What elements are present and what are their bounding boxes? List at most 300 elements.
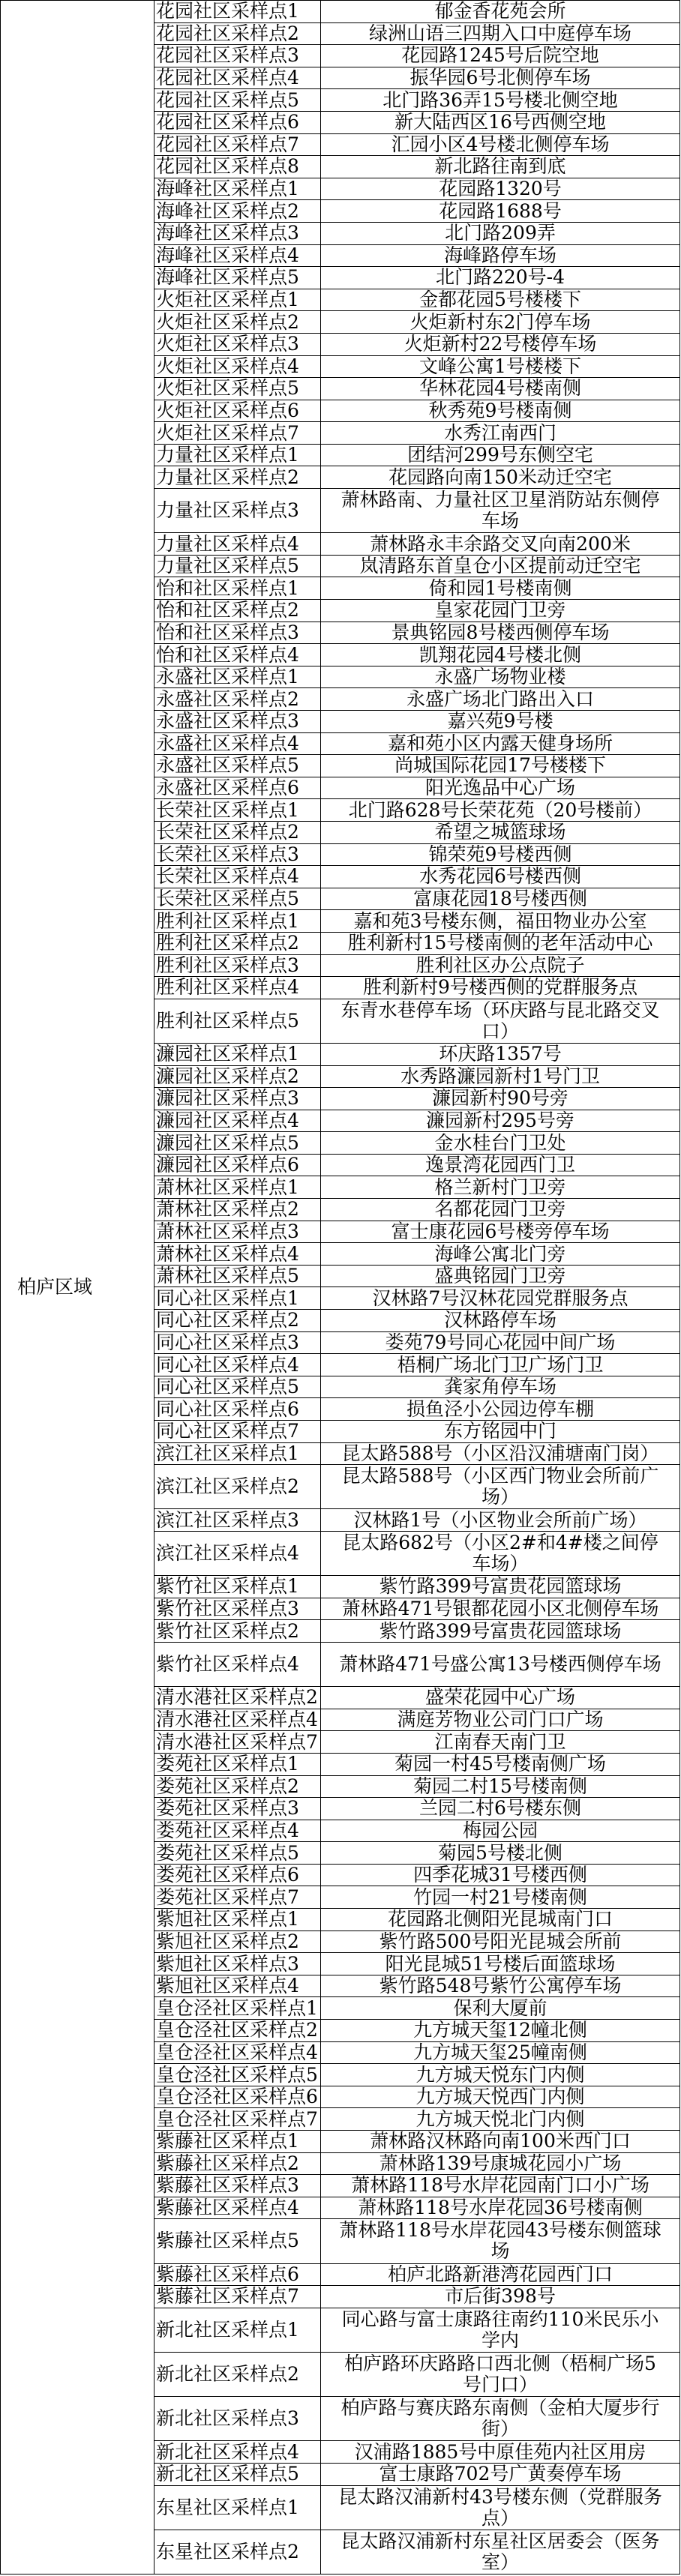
sampling-point-address: 紫竹路399号富贵花园篮球场 bbox=[321, 1620, 680, 1642]
table-row bbox=[154, 1576, 680, 1598]
table-row bbox=[154, 1176, 680, 1199]
table-row bbox=[154, 2308, 680, 2353]
sampling-point-address: 汉林路1号（小区物业会所前广场） bbox=[321, 1509, 680, 1531]
table-row bbox=[154, 1287, 680, 1310]
sampling-point-name: 紫旭社区采样点4 bbox=[154, 1975, 321, 1997]
table-row bbox=[154, 1842, 680, 1865]
sampling-point-address: 北门路209弄 bbox=[321, 223, 680, 244]
sampling-point-name: 胜利社区采样点2 bbox=[154, 933, 321, 954]
sampling-point-name: 花园社区采样点5 bbox=[154, 89, 321, 111]
table-row bbox=[154, 844, 680, 867]
table-row bbox=[154, 2197, 680, 2220]
sampling-point-address: 金水桂台门卫处 bbox=[321, 1132, 680, 1154]
sampling-point-name: 同心社区采样点3 bbox=[154, 1332, 321, 1354]
sampling-point-address: 萧林路471号盛公寓13号楼西侧停车场 bbox=[321, 1643, 680, 1686]
sampling-point-address: 花园路向南150米动迁空宅 bbox=[321, 466, 680, 488]
sampling-point-address: 萧林路118号水岸花园43号楼东侧篮球场 bbox=[321, 2219, 680, 2263]
sampling-point-address: 郁金香花苑会所 bbox=[321, 1, 680, 22]
sampling-point-name: 萧林社区采样点3 bbox=[154, 1221, 321, 1243]
sampling-point-address: 格兰新村门卫旁 bbox=[321, 1176, 680, 1198]
sampling-point-name: 新北社区采样点1 bbox=[154, 2308, 321, 2352]
sampling-point-name: 东星社区采样点2 bbox=[154, 2530, 321, 2574]
sampling-point-name: 紫竹社区采样点4 bbox=[154, 1643, 321, 1686]
sampling-point-name: 火炬社区采样点6 bbox=[154, 400, 321, 422]
sampling-point-name: 永盛社区采样点4 bbox=[154, 733, 321, 755]
sampling-point-address: 富康花园18号楼西侧 bbox=[321, 888, 680, 910]
table-row bbox=[154, 1266, 680, 1288]
table-row bbox=[154, 178, 680, 201]
table-row bbox=[154, 2131, 680, 2153]
table-row bbox=[154, 2353, 680, 2397]
table-row bbox=[154, 2264, 680, 2287]
sampling-point-address: 胜利社区办公点院子 bbox=[321, 955, 680, 977]
sampling-point-name: 皇仓泾社区采样点6 bbox=[154, 2086, 321, 2108]
table-row bbox=[154, 2086, 680, 2109]
sampling-point-address: 兰园二村6号楼东侧 bbox=[321, 1798, 680, 1820]
sampling-point-name: 紫旭社区采样点3 bbox=[154, 1953, 321, 1975]
sampling-point-name: 紫藤社区采样点5 bbox=[154, 2219, 321, 2263]
table-row bbox=[154, 955, 680, 978]
table-row bbox=[154, 910, 680, 933]
table-row bbox=[154, 1953, 680, 1975]
table-row bbox=[154, 245, 680, 268]
sampling-point-name: 胜利社区采样点5 bbox=[154, 999, 321, 1043]
sampling-point-address: 富士康路702号广黄奏停车场 bbox=[321, 2464, 680, 2485]
sampling-point-name: 海峰社区采样点2 bbox=[154, 200, 321, 222]
sampling-point-name: 萧林社区采样点1 bbox=[154, 1176, 321, 1198]
sampling-point-name: 紫竹社区采样点1 bbox=[154, 1576, 321, 1598]
sampling-point-name: 力量社区采样点2 bbox=[154, 466, 321, 488]
table-row bbox=[154, 2441, 680, 2464]
sampling-point-address: 振华园6号北侧停车场 bbox=[321, 67, 680, 89]
sampling-point-name: 怡和社区采样点3 bbox=[154, 622, 321, 644]
sampling-point-address: 菊园5号楼北侧 bbox=[321, 1842, 680, 1864]
table-row bbox=[154, 644, 680, 666]
table-row bbox=[154, 489, 680, 533]
table-row bbox=[154, 156, 680, 178]
sampling-point-address: 菊园一村45号楼南侧广场 bbox=[321, 1754, 680, 1775]
sampling-point-address: 紫竹路548号紫竹公寓停车场 bbox=[321, 1975, 680, 1997]
sampling-point-address: 萧林路汉林路向南100米西门口 bbox=[321, 2131, 680, 2152]
sampling-point-address: 秋秀苑9号楼南侧 bbox=[321, 400, 680, 422]
sampling-point-address: 柏庐北路新港湾花园西门口 bbox=[321, 2264, 680, 2286]
sampling-point-address: 濂园新村295号旁 bbox=[321, 1110, 680, 1132]
sampling-point-name: 滨江社区采样点2 bbox=[154, 1465, 321, 1508]
sampling-point-address: 华林花园4号楼南侧 bbox=[321, 378, 680, 400]
sampling-point-address: 汇园小区4号楼北侧停车场 bbox=[321, 134, 680, 156]
sampling-point-address: 花园路1688号 bbox=[321, 200, 680, 222]
table-row bbox=[154, 622, 680, 645]
sampling-point-name: 皇仓泾社区采样点4 bbox=[154, 2042, 321, 2064]
sampling-point-address: 昆太路588号（小区西门物业会所前广场） bbox=[321, 1465, 680, 1508]
sampling-point-address: 逸景湾花园西门卫 bbox=[321, 1155, 680, 1176]
sampling-point-name: 花园社区采样点3 bbox=[154, 45, 321, 67]
table-row bbox=[154, 888, 680, 911]
sampling-point-address: 北门路220号-4 bbox=[321, 267, 680, 289]
table-row bbox=[154, 1731, 680, 1754]
sampling-point-address: 梧桐广场北门卫广场门卫 bbox=[321, 1354, 680, 1376]
sampling-point-name: 火炬社区采样点4 bbox=[154, 356, 321, 378]
sampling-point-address: 萧林路南、力量社区卫星消防站东侧停车场 bbox=[321, 489, 680, 532]
sampling-point-name: 紫竹社区采样点2 bbox=[154, 1620, 321, 1642]
table-row bbox=[154, 1066, 680, 1089]
sampling-point-name: 濂园社区采样点6 bbox=[154, 1155, 321, 1176]
table-row bbox=[154, 445, 680, 467]
sampling-point-name: 永盛社区采样点6 bbox=[154, 777, 321, 799]
sampling-point-address: 北门路628号长荣花苑（20号楼前） bbox=[321, 799, 680, 821]
sampling-point-address: 竹园一村21号楼南侧 bbox=[321, 1886, 680, 1908]
sampling-point-address: 盛荣花园中心广场 bbox=[321, 1687, 680, 1709]
sampling-point-address: 文峰公寓1号楼楼下 bbox=[321, 356, 680, 378]
table-row bbox=[154, 2219, 680, 2263]
sampling-point-name: 花园社区采样点7 bbox=[154, 134, 321, 156]
sampling-point-name: 胜利社区采样点4 bbox=[154, 977, 321, 999]
sampling-point-name: 紫旭社区采样点2 bbox=[154, 1931, 321, 1953]
sampling-point-address: 萧林路139号康城花园小广场 bbox=[321, 2153, 680, 2175]
table-row bbox=[154, 1598, 680, 1621]
sampling-point-name: 力量社区采样点3 bbox=[154, 489, 321, 532]
sampling-point-address: 金都花园5号楼楼下 bbox=[321, 289, 680, 311]
sampling-point-name: 火炬社区采样点5 bbox=[154, 378, 321, 400]
sampling-point-address: 菊园二村15号楼南侧 bbox=[321, 1776, 680, 1798]
table-row bbox=[154, 89, 680, 112]
sampling-point-name: 紫藤社区采样点6 bbox=[154, 2264, 321, 2286]
sampling-point-address: 娄苑79号同心花园中间广场 bbox=[321, 1332, 680, 1354]
table-row bbox=[154, 711, 680, 733]
sampling-point-name: 娄苑社区采样点2 bbox=[154, 1776, 321, 1798]
sampling-point-name: 花园社区采样点8 bbox=[154, 156, 321, 178]
sampling-point-address: 损鱼泾小公园边停车棚 bbox=[321, 1398, 680, 1420]
sampling-point-address: 汉林路7号汉林花园党群服务点 bbox=[321, 1287, 680, 1309]
sampling-point-address: 新大陆西区16号西侧空地 bbox=[321, 112, 680, 133]
sampling-point-name: 怡和社区采样点4 bbox=[154, 644, 321, 666]
sampling-point-address: 花园路北侧阳光昆城南门口 bbox=[321, 1909, 680, 1931]
table-row bbox=[154, 1509, 680, 1532]
sampling-point-name: 火炬社区采样点1 bbox=[154, 289, 321, 311]
sampling-point-address: 萧林路118号水岸花园36号楼南侧 bbox=[321, 2197, 680, 2219]
sampling-point-name: 濂园社区采样点1 bbox=[154, 1044, 321, 1065]
table-row bbox=[154, 1620, 680, 1643]
sampling-point-address: 倚和园1号楼南侧 bbox=[321, 577, 680, 599]
table-row bbox=[154, 2108, 680, 2131]
sampling-point-name: 萧林社区采样点4 bbox=[154, 1243, 321, 1265]
sampling-point-address: 满庭芳物业公司门口广场 bbox=[321, 1709, 680, 1731]
sampling-point-name: 新北社区采样点2 bbox=[154, 2353, 321, 2396]
sampling-point-name: 娄苑社区采样点4 bbox=[154, 1820, 321, 1842]
table-row bbox=[154, 23, 680, 46]
table-row bbox=[154, 2064, 680, 2086]
sampling-point-address: 盛典铭园门卫旁 bbox=[321, 1266, 680, 1287]
sampling-point-address: 九方城天悦东门内侧 bbox=[321, 2064, 680, 2086]
sampling-point-address: 北门路36弄15号楼北侧空地 bbox=[321, 89, 680, 111]
sampling-point-name: 同心社区采样点1 bbox=[154, 1287, 321, 1309]
table-row bbox=[154, 1754, 680, 1776]
sampling-point-address: 萧林路永丰余路交叉向南200米 bbox=[321, 533, 680, 555]
sampling-point-address: 柏庐路与赛庆路东南侧（金柏大厦步行街） bbox=[321, 2397, 680, 2440]
sampling-point-name: 娄苑社区采样点3 bbox=[154, 1798, 321, 1820]
sampling-point-name: 长荣社区采样点2 bbox=[154, 822, 321, 843]
table-row bbox=[154, 1997, 680, 2020]
sampling-point-name: 永盛社区采样点3 bbox=[154, 711, 321, 732]
table-row bbox=[154, 1421, 680, 1443]
sampling-point-address: 龚家角停车场 bbox=[321, 1376, 680, 1398]
table-row bbox=[154, 1798, 680, 1820]
sampling-point-name: 濂园社区采样点3 bbox=[154, 1088, 321, 1110]
sampling-point-name: 花园社区采样点6 bbox=[154, 112, 321, 133]
sampling-point-address: 新北路往南到底 bbox=[321, 156, 680, 178]
table-row bbox=[154, 1687, 680, 1709]
sampling-point-name: 同心社区采样点2 bbox=[154, 1310, 321, 1331]
sampling-point-name: 紫藤社区采样点3 bbox=[154, 2175, 321, 2197]
sampling-point-address: 市后街398号 bbox=[321, 2286, 680, 2308]
sampling-point-name: 长荣社区采样点1 bbox=[154, 799, 321, 821]
sampling-point-address: 火炬新村东2门停车场 bbox=[321, 311, 680, 333]
table-row bbox=[154, 356, 680, 379]
sampling-point-address: 东青水巷停车场（环庆路与昆北路交叉口） bbox=[321, 999, 680, 1043]
table-row bbox=[154, 1532, 680, 1576]
sampling-point-address: 萧林路118号水岸花园南门口小广场 bbox=[321, 2175, 680, 2197]
sampling-point-name: 皇仓泾社区采样点5 bbox=[154, 2064, 321, 2086]
sampling-point-name: 同心社区采样点5 bbox=[154, 1376, 321, 1398]
table-row bbox=[154, 1865, 680, 1887]
sampling-point-name: 紫藤社区采样点4 bbox=[154, 2197, 321, 2219]
table-row bbox=[154, 67, 680, 90]
sampling-point-address: 环庆路1357号 bbox=[321, 1044, 680, 1065]
sampling-point-name: 清水港社区采样点2 bbox=[154, 1687, 321, 1709]
sampling-point-address: 汉林路停车场 bbox=[321, 1310, 680, 1331]
table-row bbox=[154, 2286, 680, 2308]
sampling-point-address: 九方城天玺25幢南侧 bbox=[321, 2042, 680, 2064]
table-row bbox=[154, 999, 680, 1044]
sampling-point-name: 火炬社区采样点2 bbox=[154, 311, 321, 333]
table-row bbox=[154, 1975, 680, 1998]
sampling-point-name: 怡和社区采样点2 bbox=[154, 600, 321, 622]
sampling-point-address: 萧林路471号银都花园小区北侧停车场 bbox=[321, 1598, 680, 1620]
sampling-point-address: 名都花园门卫旁 bbox=[321, 1199, 680, 1221]
sampling-point-address: 嘉兴苑9号楼 bbox=[321, 711, 680, 732]
sampling-point-name: 皇仓泾社区采样点7 bbox=[154, 2108, 321, 2130]
table-row bbox=[154, 1199, 680, 1221]
sampling-point-address: 昆太路汉浦新村43号楼东侧（党群服务点） bbox=[321, 2486, 680, 2530]
sampling-point-address: 海峰路停车场 bbox=[321, 245, 680, 267]
sampling-point-address: 水秀江南西门 bbox=[321, 422, 680, 444]
table-row bbox=[154, 1443, 680, 1466]
sampling-point-address: 九方城天悦西门内侧 bbox=[321, 2086, 680, 2108]
sampling-point-name: 紫竹社区采样点3 bbox=[154, 1598, 321, 1620]
sampling-point-name: 紫藤社区采样点2 bbox=[154, 2153, 321, 2175]
table-row bbox=[154, 1886, 680, 1909]
sampling-point-address: 胜利新村15号楼南侧的老年活动中心 bbox=[321, 933, 680, 954]
sampling-point-name: 火炬社区采样点3 bbox=[154, 334, 321, 355]
table-row bbox=[154, 933, 680, 955]
table-row bbox=[154, 311, 680, 334]
table-row bbox=[154, 2042, 680, 2065]
table-row bbox=[154, 2153, 680, 2176]
table-row bbox=[154, 334, 680, 356]
table-row bbox=[154, 2397, 680, 2441]
sampling-point-name: 濂园社区采样点2 bbox=[154, 1066, 321, 1088]
table-row bbox=[154, 822, 680, 844]
sampling-point-address: 汉浦路1885号中原佳苑内社区用房 bbox=[321, 2441, 680, 2463]
table-row bbox=[154, 200, 680, 223]
table-row bbox=[154, 223, 680, 245]
table-row bbox=[154, 600, 680, 622]
sampling-point-name: 力量社区采样点5 bbox=[154, 556, 321, 577]
sampling-point-name: 新北社区采样点3 bbox=[154, 2397, 321, 2440]
sampling-point-name: 同心社区采样点7 bbox=[154, 1421, 321, 1442]
sampling-point-name: 长荣社区采样点4 bbox=[154, 866, 321, 888]
sampling-point-address: 昆太路汉浦新村东星社区居委会（医务室） bbox=[321, 2530, 680, 2574]
table-row bbox=[154, 267, 680, 289]
table-row bbox=[154, 289, 680, 312]
sampling-point-address: 希望之城篮球场 bbox=[321, 822, 680, 843]
table-row bbox=[154, 378, 680, 400]
sampling-point-name: 新北社区采样点4 bbox=[154, 2441, 321, 2463]
table-row bbox=[154, 1909, 680, 1931]
sampling-point-name: 永盛社区采样点1 bbox=[154, 666, 321, 688]
sampling-point-address: 水秀路濂园新村1号门卫 bbox=[321, 1066, 680, 1088]
sampling-point-address: 九方城天玺12幢北侧 bbox=[321, 2020, 680, 2041]
sampling-point-address: 海峰公寓北门旁 bbox=[321, 1243, 680, 1265]
table-row bbox=[154, 755, 680, 777]
sampling-point-address: 花园路1320号 bbox=[321, 178, 680, 200]
table-row bbox=[154, 866, 680, 888]
sampling-point-name: 怡和社区采样点1 bbox=[154, 577, 321, 599]
table-row bbox=[154, 1709, 680, 1732]
table-row bbox=[154, 2175, 680, 2197]
sampling-point-name: 同心社区采样点6 bbox=[154, 1398, 321, 1420]
table-row bbox=[154, 2464, 680, 2486]
sampling-point-name: 东星社区采样点1 bbox=[154, 2486, 321, 2530]
sampling-point-name: 火炬社区采样点7 bbox=[154, 422, 321, 444]
sampling-point-address: 九方城天悦北门内侧 bbox=[321, 2108, 680, 2130]
table-row bbox=[154, 1776, 680, 1799]
sampling-point-address: 永盛广场北门路出入口 bbox=[321, 688, 680, 710]
table-row bbox=[154, 2486, 680, 2530]
sampling-point-address: 紫竹路500号阳光昆城会所前 bbox=[321, 1931, 680, 1953]
sampling-point-name: 胜利社区采样点3 bbox=[154, 955, 321, 977]
sampling-point-address: 富士康花园6号楼旁停车场 bbox=[321, 1221, 680, 1243]
sampling-point-address: 梅园公园 bbox=[321, 1820, 680, 1842]
sampling-point-address: 花园路1245号后院空地 bbox=[321, 45, 680, 67]
sampling-point-address: 绿洲山语三四期入口中庭停车场 bbox=[321, 23, 680, 45]
sampling-point-name: 娄苑社区采样点5 bbox=[154, 1842, 321, 1864]
sampling-point-name: 长荣社区采样点5 bbox=[154, 888, 321, 910]
sampling-point-name: 濂园社区采样点5 bbox=[154, 1132, 321, 1154]
table-row bbox=[154, 1643, 680, 1687]
sampling-point-name: 力量社区采样点4 bbox=[154, 533, 321, 555]
sampling-point-address: 昆太路588号（小区沿汉浦塘南门岗） bbox=[321, 1443, 680, 1465]
table-row bbox=[154, 1354, 680, 1376]
sampling-point-name: 紫藤社区采样点1 bbox=[154, 2131, 321, 2152]
sampling-point-address: 火炬新村22号楼停车场 bbox=[321, 334, 680, 355]
table-row bbox=[154, 112, 680, 134]
sampling-point-address: 四季花城31号楼西侧 bbox=[321, 1865, 680, 1886]
sampling-point-name: 新北社区采样点5 bbox=[154, 2464, 321, 2485]
sampling-point-name: 胜利社区采样点1 bbox=[154, 910, 321, 932]
sampling-point-name: 海峰社区采样点4 bbox=[154, 245, 321, 267]
table-row bbox=[154, 1398, 680, 1421]
table-row bbox=[154, 1310, 680, 1332]
table-row bbox=[154, 1243, 680, 1266]
sampling-point-name: 海峰社区采样点3 bbox=[154, 223, 321, 244]
sampling-point-address: 锦荣苑9号楼西侧 bbox=[321, 844, 680, 866]
table-row bbox=[154, 45, 680, 67]
table-row bbox=[154, 1132, 680, 1155]
sampling-point-name: 皇仓泾社区采样点1 bbox=[154, 1997, 321, 2019]
sampling-point-address: 嘉和苑3号楼东侧，福田物业办公室 bbox=[321, 910, 680, 932]
sampling-point-address: 凯翔花园4号楼北侧 bbox=[321, 644, 680, 666]
sampling-point-name: 永盛社区采样点2 bbox=[154, 688, 321, 710]
sampling-point-name: 长荣社区采样点3 bbox=[154, 844, 321, 866]
sampling-point-address: 柏庐路环庆路路口西北侧（梧桐广场5号门口） bbox=[321, 2353, 680, 2396]
sampling-point-address: 永盛广场物业楼 bbox=[321, 666, 680, 688]
table-row bbox=[154, 1332, 680, 1355]
region-label: 柏庐区域 bbox=[17, 1276, 93, 1298]
table-row bbox=[154, 400, 680, 423]
sampling-point-name: 滨江社区采样点3 bbox=[154, 1509, 321, 1531]
sampling-point-address: 东方铭园中门 bbox=[321, 1421, 680, 1442]
sampling-point-name: 紫藤社区采样点7 bbox=[154, 2286, 321, 2308]
sampling-point-name: 力量社区采样点1 bbox=[154, 445, 321, 466]
sampling-point-address: 紫竹路399号富贵花园篮球场 bbox=[321, 1576, 680, 1598]
table-row bbox=[154, 777, 680, 800]
sampling-point-address: 皇家花园门卫旁 bbox=[321, 600, 680, 622]
table-row bbox=[154, 577, 680, 600]
table-row bbox=[154, 1110, 680, 1133]
table-row bbox=[154, 2020, 680, 2042]
table-body bbox=[154, 1, 680, 2575]
table-row bbox=[154, 533, 680, 556]
sampling-point-name: 花园社区采样点1 bbox=[154, 1, 321, 22]
sampling-point-name: 娄苑社区采样点1 bbox=[154, 1754, 321, 1775]
table-row bbox=[154, 1, 680, 23]
table-row bbox=[154, 1221, 680, 1244]
sampling-point-address: 嘉和苑小区内露天健身场所 bbox=[321, 733, 680, 755]
sampling-point-name: 清水港社区采样点7 bbox=[154, 1731, 321, 1753]
table-row bbox=[154, 977, 680, 999]
sampling-point-name: 清水港社区采样点4 bbox=[154, 1709, 321, 1731]
sampling-point-address: 水秀花园6号楼西侧 bbox=[321, 866, 680, 888]
sampling-point-address: 尚城国际花园17号楼楼下 bbox=[321, 755, 680, 777]
sampling-point-address: 阳光逸品中心广场 bbox=[321, 777, 680, 799]
table-row bbox=[154, 1088, 680, 1110]
sampling-point-name: 萧林社区采样点2 bbox=[154, 1199, 321, 1221]
sampling-point-name: 紫旭社区采样点1 bbox=[154, 1909, 321, 1931]
sampling-point-name: 花园社区采样点2 bbox=[154, 23, 321, 45]
sampling-point-name: 滨江社区采样点1 bbox=[154, 1443, 321, 1465]
sampling-point-address: 景典铭园8号楼西侧停车场 bbox=[321, 622, 680, 644]
table-row bbox=[154, 1155, 680, 1177]
table-row bbox=[154, 1465, 680, 1509]
table-row bbox=[154, 799, 680, 822]
table-row bbox=[154, 422, 680, 445]
table-row bbox=[154, 666, 680, 689]
sampling-point-address: 胜利新村9号楼西侧的党群服务点 bbox=[321, 977, 680, 999]
table-row bbox=[154, 688, 680, 711]
sampling-point-name: 同心社区采样点4 bbox=[154, 1354, 321, 1376]
table-row bbox=[154, 1931, 680, 1954]
sampling-point-name: 海峰社区采样点5 bbox=[154, 267, 321, 289]
table-row bbox=[154, 2530, 680, 2575]
sampling-point-address: 同心路与富士康路往南约110米民乐小学内 bbox=[321, 2308, 680, 2352]
sampling-point-name: 濂园社区采样点4 bbox=[154, 1110, 321, 1132]
sampling-point-name: 娄苑社区采样点6 bbox=[154, 1865, 321, 1886]
sampling-point-address: 濂园新村90号旁 bbox=[321, 1088, 680, 1110]
table-row bbox=[154, 1376, 680, 1399]
sampling-point-name: 花园社区采样点4 bbox=[154, 67, 321, 89]
sampling-point-address: 江南春天南门卫 bbox=[321, 1731, 680, 1753]
